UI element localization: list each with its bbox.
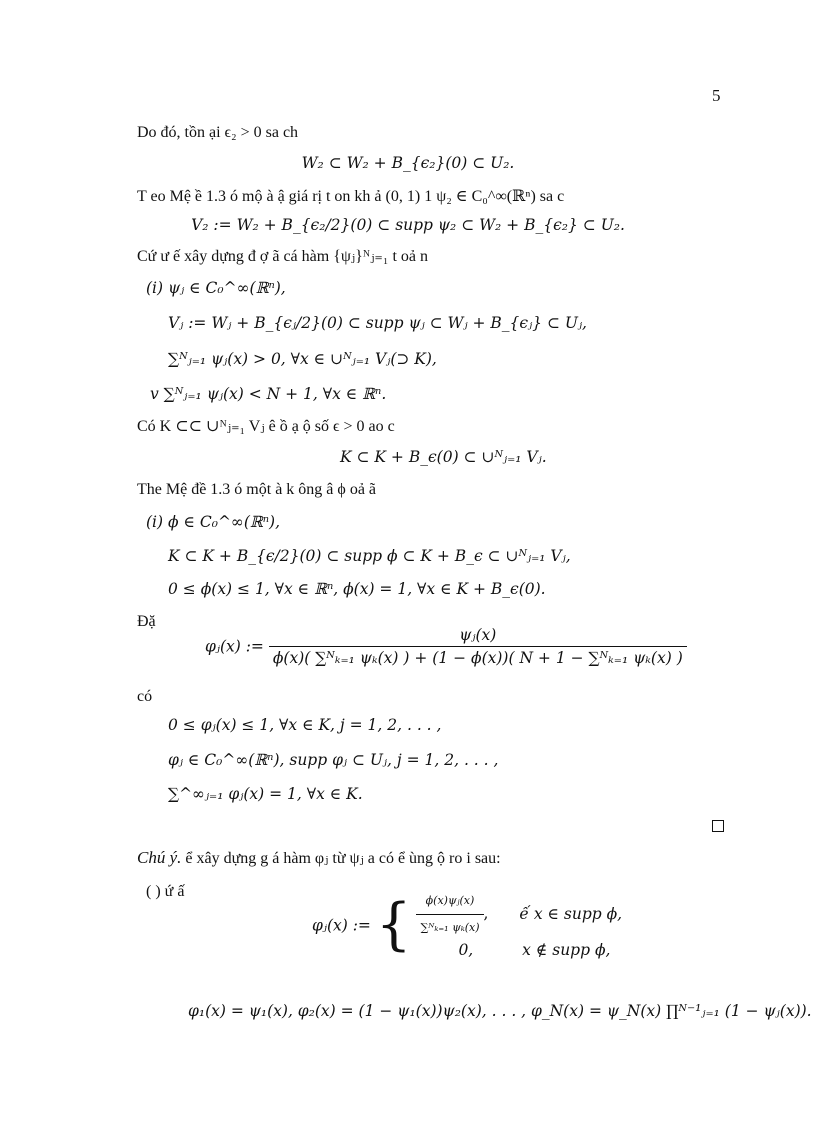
- note-text: ể xây dựng g á hàm φⱼ từ ψⱼ a có ể ùng ộ ro i sau:: [185, 850, 501, 867]
- case-1-fraction: [416, 890, 483, 939]
- equation-2: V₂ := W₂ + B_{ϵ₂/2}(0) ⊂ supp ψ₂ ⊂ W₂ + B_{ϵ₂} ⊂ U₂.: [191, 216, 625, 234]
- text-line-4: Có K ⊂⊂ ∪ᴺⱼ₌₁ Vⱼ ê ồ ạ ộ số ϵ > 0 ao c: [137, 418, 395, 435]
- equation-4: [205, 626, 687, 667]
- text-line-5: The Mệ đề 1.3 ó một à k ông â ϕ oả ã: [137, 481, 377, 498]
- text-line-2: T eo Mệ ề 1.3 ó mộ à ậ giá rị t on kh ả (0, 1) 1 ψ₂ ∈ C₀^∞(ℝⁿ) sa c: [137, 188, 565, 205]
- equation-4-denominator: ϕ(x)( ∑ᴺₖ₌₁ ψₖ(x) ) + (1 − ϕ(x))( N + 1 − ∑ᴺₖ₌₁ ψₖ(x) ): [272, 649, 683, 667]
- item-j-1: (i) ϕ ∈ C₀^∞(ℝⁿ),: [146, 513, 281, 531]
- item-k-3: ∑^∞ⱼ₌₁ φⱼ(x) = 1, ∀x ∈ K.: [168, 785, 363, 803]
- text-line-3: Cứ ư ế xây dựng đ ợ ã cá hàm {ψⱼ}ᴺⱼ₌₁ t oả n: [137, 248, 428, 265]
- text-line-1: Do đó, tồn ại ϵ₂ > 0 sa ch: [137, 124, 299, 141]
- equation-3: K ⊂ K + B_ϵ(0) ⊂ ∪ᴺⱼ₌₁ Vⱼ.: [340, 448, 547, 466]
- item-i-1: (i) ψⱼ ∈ C₀^∞(ℝⁿ),: [146, 279, 286, 297]
- case-2-condition: x ∉ supp ϕ,: [522, 941, 611, 959]
- case-1-condition: ế x ∈ supp ϕ,: [519, 904, 623, 923]
- note-item-1: ( ) ứ ấ: [146, 883, 185, 900]
- text-line-6: Đặ: [137, 613, 156, 630]
- qed-square-icon: [712, 820, 724, 832]
- item-i-3: ∑ᴺⱼ₌₁ ψⱼ(x) > 0, ∀x ∈ ∪ᴺⱼ₌₁ Vⱼ(⊃ K),: [168, 350, 437, 368]
- item-k-1: 0 ≤ φⱼ(x) ≤ 1, ∀x ∈ K, j = 1, 2, . . . ,: [168, 716, 442, 734]
- equation-4-fraction: [269, 626, 687, 667]
- item-k-2: φⱼ ∈ C₀^∞(ℝⁿ), supp φⱼ ⊂ Uⱼ, j = 1, 2, . . . ,: [168, 751, 499, 769]
- cases-body: $\frac{\text{ϕ(x)ψⱼ(x)}}{\text{∑ᴺₖ₌₁ ψₖ(x)}}$ , ế x ∈ supp ϕ, 0, x ∉ supp ϕ,: [416, 890, 622, 961]
- item-j-2: K ⊂ K + B_{ϵ/2}(0) ⊂ supp ϕ ⊂ K + B_ϵ ⊂ ∪ᴺⱼ₌₁ Vⱼ,: [168, 547, 571, 565]
- case-2-value: 0,: [458, 941, 474, 959]
- note-line: [137, 848, 501, 868]
- case-1-denominator: ∑ᴺₖ₌₁ ψₖ(x): [420, 921, 480, 934]
- item-i-2: Vⱼ := Wⱼ + B_{ϵⱼ/2}(0) ⊂ supp ψⱼ ⊂ Wⱼ + B_{ϵⱼ} ⊂ Uⱼ,: [168, 314, 587, 332]
- page-number: 5: [712, 86, 721, 105]
- equation-4-lhs: φⱼ(x) :=: [205, 637, 264, 656]
- cases-lhs: φⱼ(x) :=: [312, 916, 371, 935]
- equation-4-numerator: ψⱼ(x): [269, 626, 687, 647]
- cases-equation: [312, 890, 622, 961]
- item-j-3: 0 ≤ ϕ(x) ≤ 1, ∀x ∈ ℝⁿ, ϕ(x) = 1, ∀x ∈ K + B_ϵ(0).: [168, 580, 546, 598]
- equation-1: W₂ ⊂ W₂ + B_{ϵ₂}(0) ⊂ U₂.: [301, 154, 515, 172]
- left-brace-icon: {: [375, 892, 412, 958]
- text-line-7: có: [137, 688, 153, 705]
- item-i-4: v ∑ᴺⱼ₌₁ ψⱼ(x) < N + 1, ∀x ∈ ℝⁿ.: [150, 385, 387, 403]
- note-label: Chú ý.: [137, 848, 182, 867]
- case-1-numerator: ϕ(x)ψⱼ(x): [416, 890, 483, 915]
- equation-5: φ₁(x) = ψ₁(x), φ₂(x) = (1 − ψ₁(x))ψ₂(x), . . . , φ_N(x) = ψ_N(x) ∏ᴺ⁻¹ⱼ₌₁ (1 − ψⱼ(x)).: [188, 1002, 812, 1020]
